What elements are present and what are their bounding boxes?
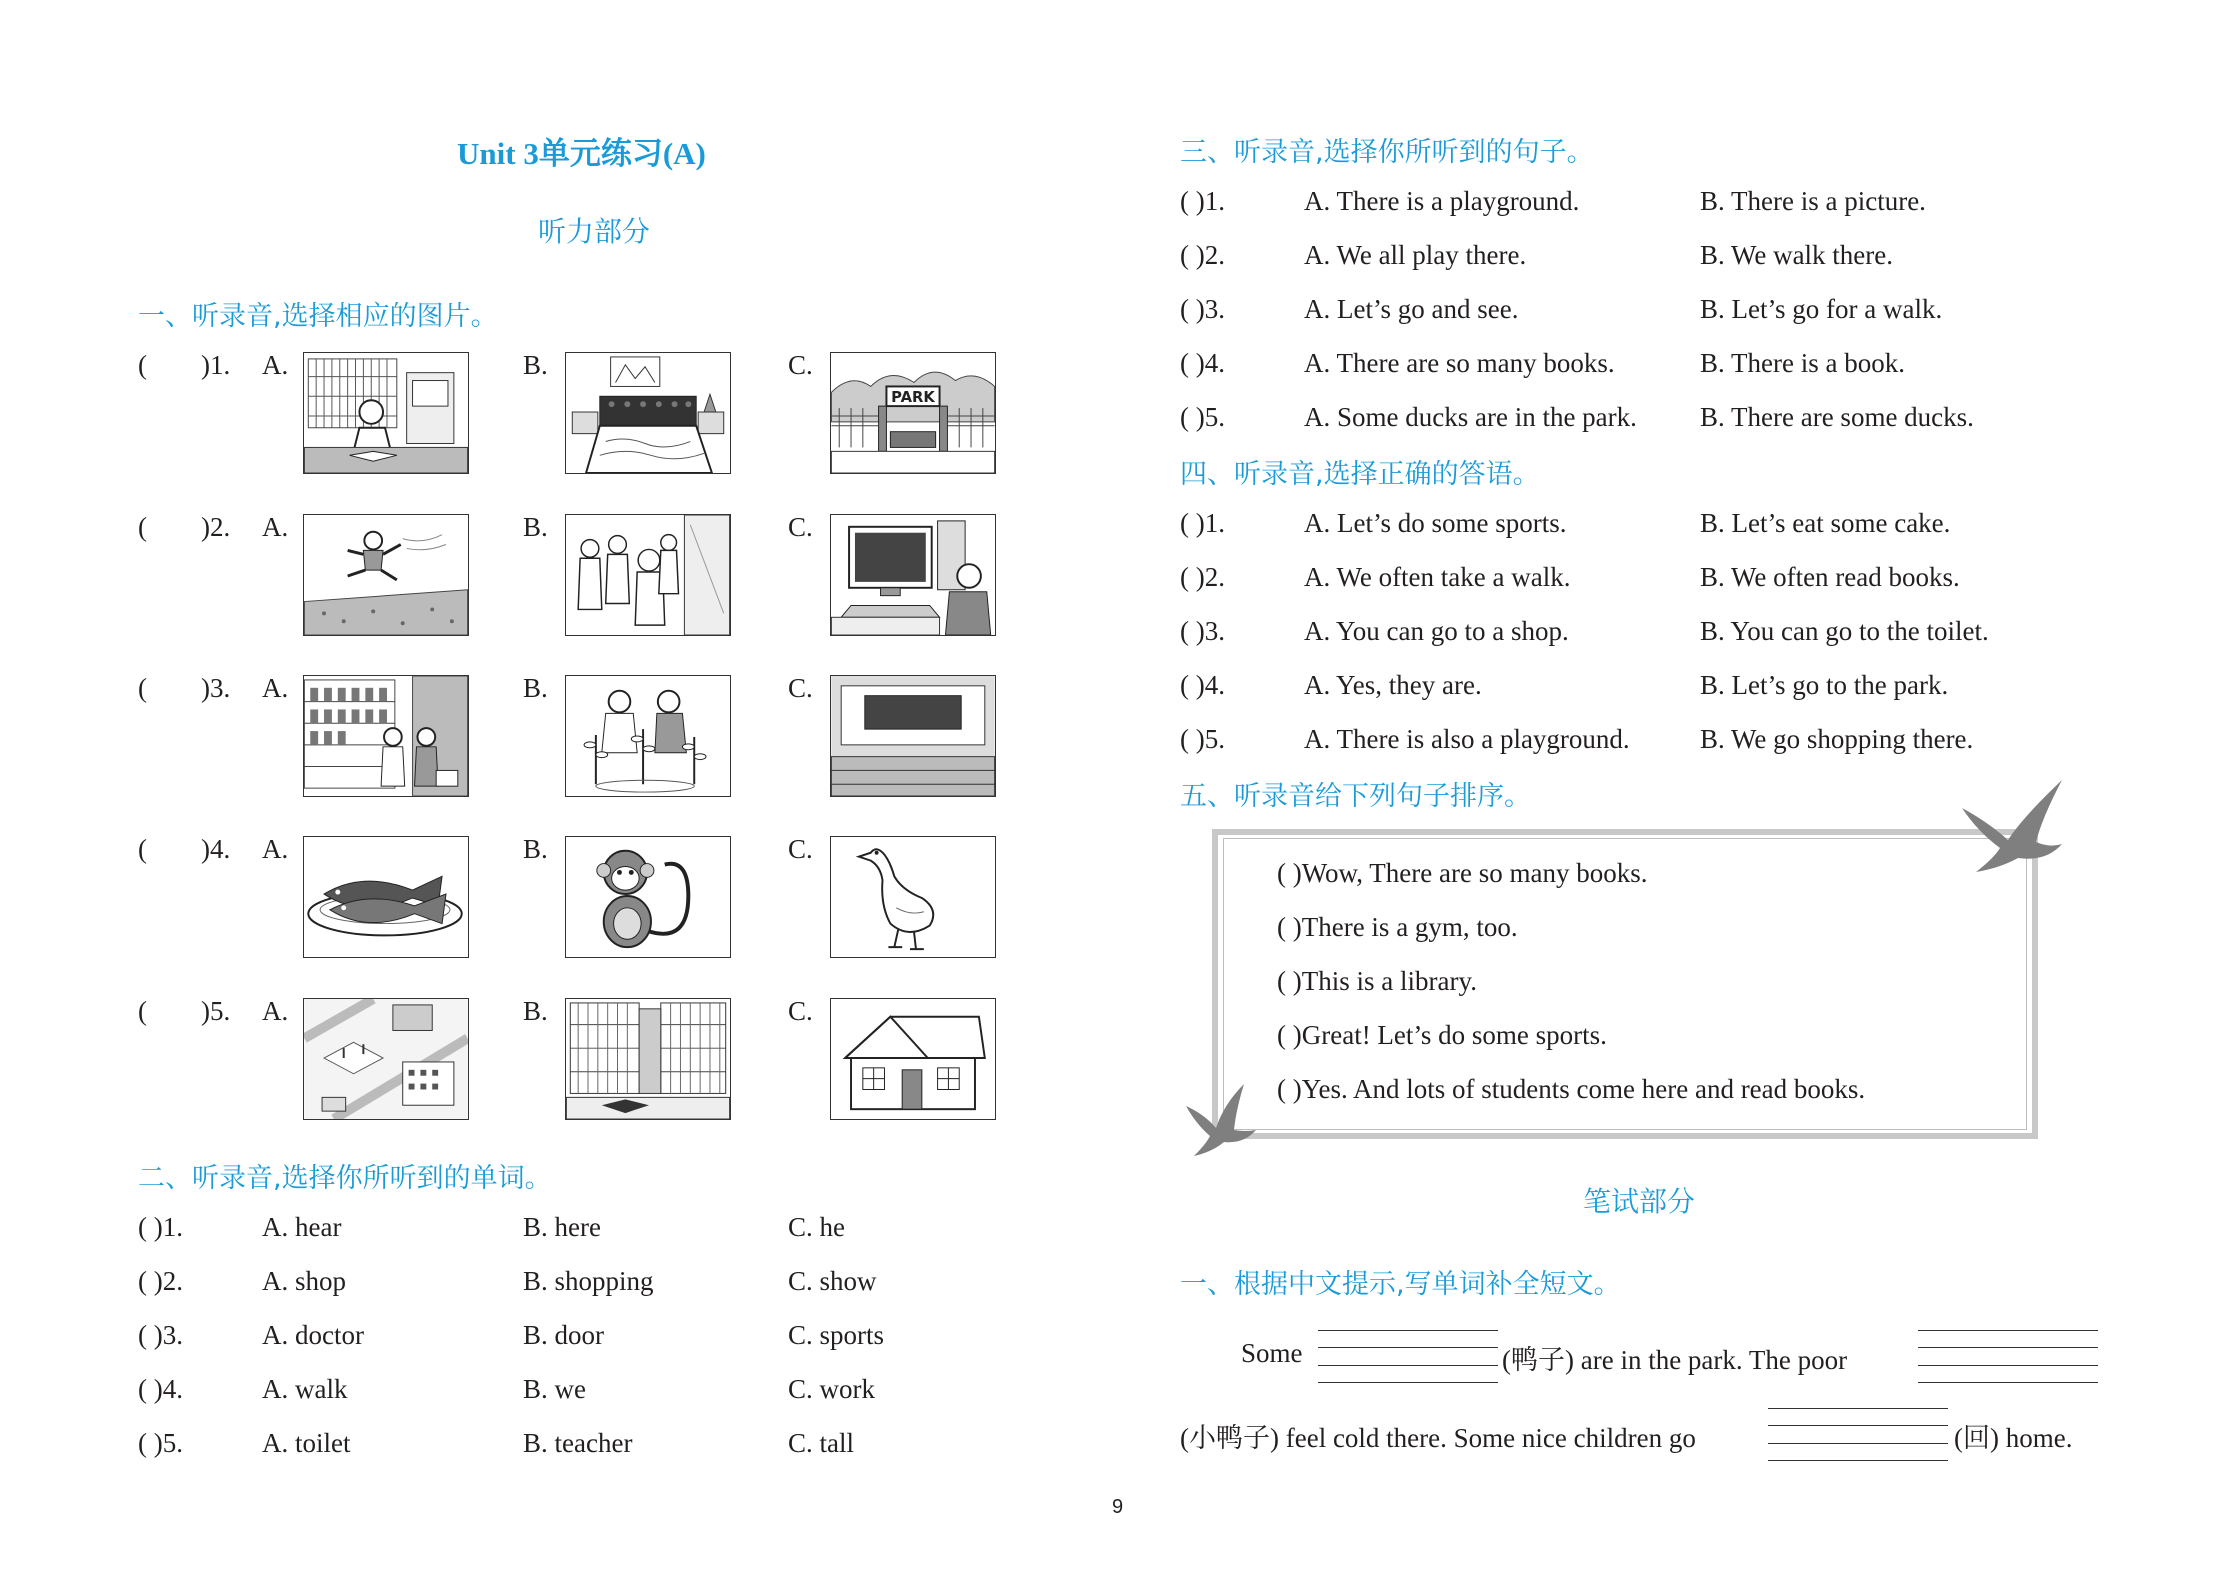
question-number: ( )4. (138, 834, 231, 864)
flying-bird-icon (1958, 778, 2070, 876)
option-c[interactable]: C. sports (788, 1320, 885, 1350)
children-classroom-icon[interactable] (565, 514, 731, 636)
question-number: ( )1. (1180, 186, 1225, 216)
writing-section1-title: 一、根据中文提示,写单词补全短文。 (1180, 1269, 1621, 1300)
option-b[interactable]: B. Let’s eat some cake. (1700, 508, 1951, 538)
option-a[interactable]: A. There are so many books. (1304, 348, 1615, 378)
question-number: ( )3. (1180, 294, 1225, 324)
blank-back[interactable] (1768, 1408, 1948, 1460)
option-c-label: C. (788, 350, 813, 380)
computer-icon[interactable] (830, 514, 996, 636)
section5-title: 五、听录音给下列句子排序。 (1180, 781, 1531, 812)
park-gate-icon[interactable] (830, 352, 996, 474)
option-a-label: A. (262, 996, 289, 1026)
order-sentence-1[interactable]: ( )Wow, There are so many books. (1277, 858, 1648, 888)
boy-jumping-icon[interactable] (303, 514, 469, 636)
order-sentence-3[interactable]: ( )This is a library. (1277, 966, 1477, 996)
option-a[interactable]: A. Let’s do some sports. (1304, 508, 1567, 538)
option-a[interactable]: A. Yes, they are. (1304, 670, 1482, 700)
blank-duck-plural[interactable] (1318, 1330, 1498, 1382)
picture-question-2 (138, 512, 1038, 640)
listening-heading: 听力部分 (538, 215, 651, 248)
option-b[interactable]: B. teacher (523, 1428, 633, 1458)
writing-heading: 笔试部分 (1583, 1185, 1696, 1218)
section2-title: 二、听录音,选择你所听到的单词。 (138, 1163, 552, 1194)
page-title: Unit 3单元练习(A) (457, 136, 706, 171)
question-number: ( )4. (1180, 348, 1225, 378)
word-question-4 (138, 1374, 1038, 1410)
children-planting-icon[interactable] (565, 675, 731, 797)
option-b-label: B. (523, 350, 548, 380)
option-a-label: A. (262, 350, 289, 380)
option-a[interactable]: A. There is also a playground. (1304, 724, 1630, 754)
order-sentence-5[interactable]: ( )Yes. And lots of students come here and read books. (1277, 1074, 1866, 1104)
question-number: ( )1. (138, 350, 231, 380)
option-a[interactable]: A. toilet (262, 1428, 351, 1458)
section3-title: 三、听录音,选择你所听到的句子。 (1180, 137, 1594, 168)
picture-question-3 (138, 673, 1038, 801)
question-number: ( )4. (138, 1374, 183, 1404)
response-question-4 (1180, 670, 2080, 706)
option-b-label: B. (523, 673, 548, 703)
option-a[interactable]: A. We all play there. (1304, 240, 1527, 270)
response-question-5 (1180, 724, 2080, 760)
boy-reading-library-icon[interactable] (303, 352, 469, 474)
option-a[interactable]: A. doctor (262, 1320, 364, 1350)
question-number: ( )5. (1180, 402, 1225, 432)
option-a[interactable]: A. There is a playground. (1304, 186, 1580, 216)
fill-text-line1-middle: (鸭子) are in the park. The poor (1502, 1345, 1848, 1375)
question-number: ( )2. (1180, 240, 1225, 270)
picture-question-4 (138, 834, 1038, 962)
goose-icon[interactable] (830, 836, 996, 958)
bedroom-icon[interactable] (565, 352, 731, 474)
option-c[interactable]: C. show (788, 1266, 877, 1296)
park-sign-text: PARK (891, 389, 935, 407)
option-b[interactable]: B. You can go to the toilet. (1700, 616, 1989, 646)
question-number: ( )1. (1180, 508, 1225, 538)
option-b[interactable]: B. shopping (523, 1266, 654, 1296)
option-c-label: C. (788, 673, 813, 703)
sentence-question-1 (1180, 186, 2080, 222)
option-b[interactable]: B. We often read books. (1700, 562, 1960, 592)
option-a-label: A. (262, 512, 289, 542)
sentence-question-3 (1180, 294, 2080, 330)
response-question-1 (1180, 508, 2080, 544)
question-number: ( )5. (138, 1428, 183, 1458)
option-b-label: B. (523, 512, 548, 542)
option-c-label: C. (788, 834, 813, 864)
word-question-1 (138, 1212, 1038, 1248)
option-c-label: C. (788, 996, 813, 1026)
option-a[interactable]: A. shop (262, 1266, 347, 1296)
option-a[interactable]: A. hear (262, 1212, 342, 1242)
fish-plate-icon[interactable] (303, 836, 469, 958)
option-c[interactable]: C. work (788, 1374, 875, 1404)
fill-text-line2-start: (小鸭子) feel cold there. Some nice children go (1180, 1423, 1696, 1453)
blank-duckling-plural[interactable] (1918, 1330, 2098, 1382)
question-number: ( )2. (138, 1266, 183, 1296)
question-number: ( )2. (1180, 562, 1225, 592)
option-a[interactable]: A. walk (262, 1374, 348, 1404)
option-b[interactable]: B. Let’s go to the park. (1700, 670, 1949, 700)
picture-question-1 (138, 350, 1038, 478)
option-b[interactable]: B. There is a picture. (1700, 186, 1926, 216)
response-question-2 (1180, 562, 2080, 598)
order-sentence-2[interactable]: ( )There is a gym, too. (1277, 912, 1518, 942)
school-map-icon[interactable] (303, 998, 469, 1120)
section4-title: 四、听录音,选择正确的答语。 (1180, 459, 1540, 490)
question-number: ( )3. (1180, 616, 1225, 646)
option-c-label: C. (788, 512, 813, 542)
response-question-3 (1180, 616, 2080, 652)
question-number: ( )5. (1180, 724, 1225, 754)
option-b-label: B. (523, 834, 548, 864)
page-number: 9 (1112, 1496, 1124, 1518)
sentence-question-4 (1180, 348, 2080, 384)
question-number: ( )5. (138, 996, 231, 1026)
question-number: ( )1. (138, 1212, 183, 1242)
option-a[interactable]: A. We often take a walk. (1304, 562, 1571, 592)
option-b[interactable]: B. There are some ducks. (1700, 402, 1974, 432)
small-bird-icon (1184, 1080, 1264, 1160)
option-b-label: B. (523, 996, 548, 1026)
library-shelves-icon[interactable] (565, 998, 731, 1120)
option-a-label: A. (262, 834, 289, 864)
sentence-question-5 (1180, 402, 2080, 438)
word-question-2 (138, 1266, 1038, 1302)
question-number: ( )4. (1180, 670, 1225, 700)
option-b[interactable]: B. door (523, 1320, 604, 1350)
option-b[interactable]: B. Let’s go for a walk. (1700, 294, 1943, 324)
sentence-question-2 (1180, 240, 2080, 276)
word-question-5 (138, 1428, 1038, 1464)
option-a[interactable]: A. Let’s go and see. (1304, 294, 1519, 324)
option-b[interactable]: B. we (523, 1374, 586, 1404)
option-a-label: A. (262, 673, 289, 703)
classroom-blackboard-icon[interactable] (830, 675, 996, 797)
order-sentence-4[interactable]: ( )Great! Let’s do some sports. (1277, 1020, 1607, 1050)
monkey-icon[interactable] (565, 836, 731, 958)
fill-text-line2-end: (回) home. (1954, 1423, 2073, 1453)
option-a[interactable]: A. You can go to a shop. (1304, 616, 1569, 646)
option-b[interactable]: B. here (523, 1212, 601, 1242)
option-b[interactable]: B. We walk there. (1700, 240, 1894, 270)
option-b[interactable]: B. There is a book. (1700, 348, 1905, 378)
question-number: ( )2. (138, 512, 231, 542)
section1-title: 一、听录音,选择相应的图片。 (138, 301, 498, 332)
picture-question-5 (138, 996, 1038, 1124)
shopping-icon[interactable] (303, 675, 469, 797)
question-number: ( )3. (138, 673, 231, 703)
question-number: ( )3. (138, 1320, 183, 1350)
option-c[interactable]: C. he (788, 1212, 845, 1242)
house-icon[interactable] (830, 998, 996, 1120)
fill-text-line1-start: Some (1241, 1338, 1303, 1368)
option-b[interactable]: B. We go shopping there. (1700, 724, 1974, 754)
option-c[interactable]: C. tall (788, 1428, 854, 1458)
word-question-3 (138, 1320, 1038, 1356)
option-a[interactable]: A. Some ducks are in the park. (1304, 402, 1637, 432)
